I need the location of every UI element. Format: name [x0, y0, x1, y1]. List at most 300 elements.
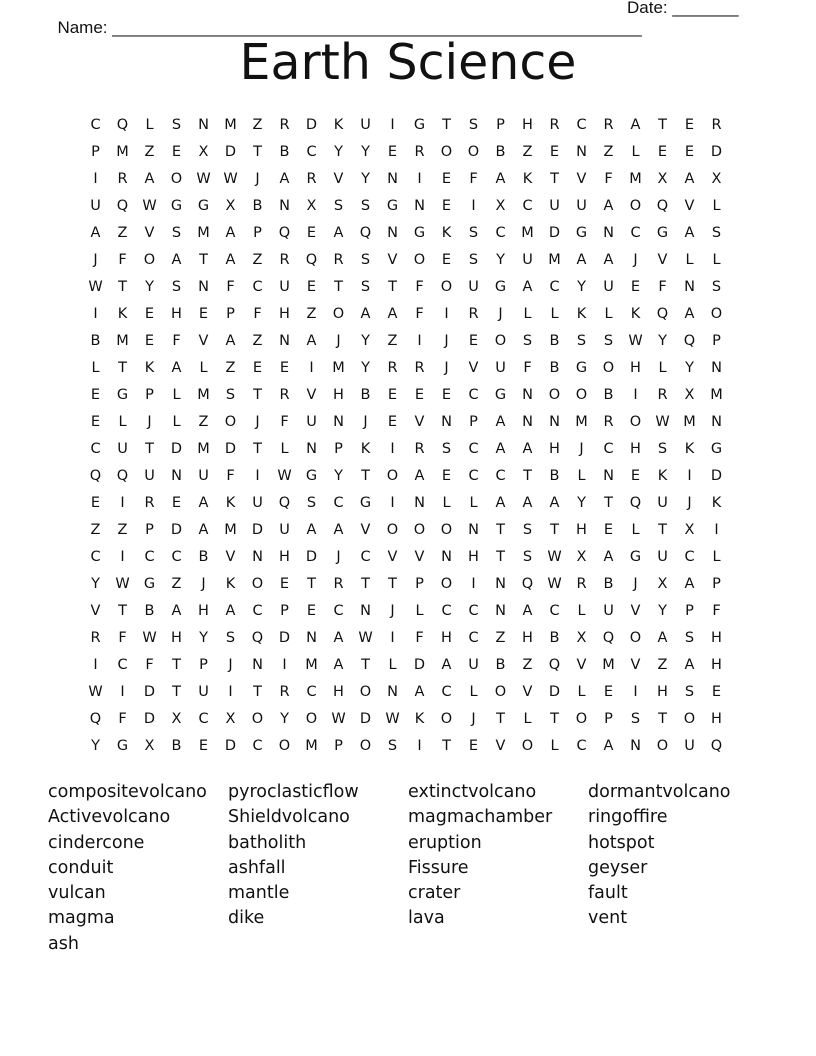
grid-letter: P [712, 332, 721, 349]
grid-letter: J [336, 332, 341, 349]
grid-letter: Y [361, 143, 370, 160]
grid-letter: R [576, 575, 587, 592]
grid-letter: A [522, 494, 533, 511]
grid-letter: A [279, 170, 290, 187]
grid-letter: A [495, 170, 506, 187]
grid-letter: C [360, 548, 371, 565]
grid-letter: T [442, 737, 451, 754]
grid-letter: D [224, 143, 237, 160]
grid-letter: J [471, 710, 476, 727]
grid-letter: E [90, 494, 101, 511]
grid-letter: E [441, 386, 452, 403]
grid-letter: G [143, 575, 156, 592]
grid-letter: H [279, 548, 290, 565]
grid-letter: A [549, 494, 560, 511]
grid-letter: L [577, 467, 586, 484]
grid-letter: Q [305, 251, 318, 268]
grid-letter: H [468, 548, 479, 565]
grid-letter: V [90, 602, 101, 619]
grid-letter: P [199, 656, 208, 673]
grid-letter: G [359, 494, 372, 511]
grid-letter: W [142, 629, 157, 646]
grid-letter: K [225, 494, 236, 511]
grid-letter: O [467, 143, 480, 160]
grid-letter: N [279, 332, 290, 349]
grid-letter: Z [198, 413, 209, 430]
grid-letter: R [117, 170, 128, 187]
grid-letter: O [710, 305, 723, 322]
grid-letter: H [711, 656, 722, 673]
grid-letter: J [255, 170, 260, 187]
grid-letter: T [550, 710, 559, 727]
grid-letter: T [253, 143, 262, 160]
grid-letter: K [144, 359, 155, 376]
grid-letter: M [197, 386, 210, 403]
grid-row [82, 408, 739, 435]
grid-letter: V [360, 521, 371, 538]
grid-letter: S [522, 548, 533, 565]
word-list-item: extinctvolcano [408, 782, 537, 802]
grid-letter: F [253, 305, 262, 322]
grid-letter: I [120, 494, 125, 511]
grid-letter: K [333, 116, 344, 133]
grid-letter: A [684, 224, 695, 241]
grid-letter: A [333, 521, 344, 538]
grid-letter: S [171, 224, 182, 241]
grid-letter: G [575, 224, 588, 241]
grid-letter: K [414, 710, 425, 727]
grid-letter: S [171, 278, 182, 295]
grid-letter: C [333, 602, 344, 619]
grid-letter: N [252, 548, 263, 565]
grid-letter: J [687, 494, 692, 511]
grid-letter: C [549, 278, 560, 295]
grid-letter: N [684, 278, 695, 295]
grid-letter: P [415, 575, 424, 592]
grid-letter: M [332, 359, 345, 376]
grid-letter: G [656, 224, 669, 241]
grid-letter: A [495, 440, 506, 457]
grid-letter: S [360, 278, 371, 295]
grid-letter: I [471, 575, 476, 592]
grid-letter: H [171, 305, 182, 322]
grid-letter: I [390, 494, 395, 511]
grid-letter: S [684, 629, 695, 646]
grid-letter: N [495, 575, 506, 592]
grid-letter: H [630, 440, 641, 457]
grid-letter: L [712, 251, 721, 268]
grid-letter: C [306, 683, 317, 700]
grid-letter: R [711, 116, 722, 133]
grid-letter: W [115, 575, 130, 592]
grid-letter: G [575, 359, 588, 376]
grid-letter: L [172, 386, 181, 403]
grid-letter: O [359, 683, 372, 700]
grid-letter: X [144, 737, 155, 754]
grid-letter: E [441, 170, 452, 187]
grid-letter: T [388, 278, 397, 295]
grid-letter: A [684, 170, 695, 187]
grid-letter: N [441, 413, 452, 430]
grid-row [82, 732, 739, 759]
grid-row [82, 381, 739, 408]
grid-letter: W [358, 629, 373, 646]
grid-letter: P [145, 386, 154, 403]
grid-letter: S [468, 116, 479, 133]
grid-letter: T [361, 656, 370, 673]
grid-letter: Q [359, 224, 372, 241]
grid-letter: N [414, 197, 425, 214]
grid-letter: E [603, 521, 614, 538]
grid-letter: Q [656, 305, 669, 322]
grid-letter: E [144, 305, 155, 322]
grid-letter: V [684, 197, 695, 214]
grid-row [82, 111, 739, 138]
grid-letter: Y [334, 143, 343, 160]
grid-letter: X [684, 521, 695, 538]
grid-letter: O [548, 386, 561, 403]
grid-letter: U [117, 440, 128, 457]
grid-letter: X [711, 170, 722, 187]
grid-letter: R [333, 251, 344, 268]
grid-letter: F [658, 278, 667, 295]
grid-letter: P [685, 602, 694, 619]
grid-letter: M [116, 332, 129, 349]
grid-letter: L [280, 440, 289, 457]
grid-letter: A [225, 251, 236, 268]
grid-letter: A [171, 251, 182, 268]
grid-letter: R [387, 359, 398, 376]
grid-letter: Q [548, 656, 561, 673]
grid-letter: O [440, 278, 453, 295]
grid-letter: D [548, 683, 561, 700]
grid-letter: E [171, 494, 182, 511]
grid-letter: W [331, 710, 346, 727]
grid-letter: P [226, 305, 235, 322]
grid-letter: H [630, 359, 641, 376]
grid-letter: I [633, 683, 638, 700]
grid-letter: L [550, 305, 559, 322]
grid-letter: A [144, 170, 155, 187]
grid-letter: Q [89, 467, 102, 484]
grid-letter: I [471, 197, 476, 214]
grid-letter: U [252, 494, 263, 511]
grid-letter: A [387, 305, 398, 322]
grid-letter: D [224, 737, 237, 754]
grid-letter: F [118, 710, 127, 727]
grid-letter: V [225, 548, 236, 565]
grid-letter: B [549, 332, 560, 349]
grid-letter: O [251, 710, 264, 727]
grid-letter: X [657, 575, 668, 592]
grid-letter: O [305, 710, 318, 727]
grid-letter: M [521, 224, 534, 241]
word-list-item: vulcan [48, 883, 106, 904]
word-list-item: batholith [228, 832, 307, 853]
grid-letter: A [198, 521, 209, 538]
grid-letter: L [388, 656, 397, 673]
letter-grid [82, 111, 739, 759]
grid-letter: Q [656, 197, 669, 214]
grid-letter: N [387, 224, 398, 241]
grid-letter: L [415, 602, 424, 619]
grid-letter: L [118, 413, 127, 430]
grid-letter: O [494, 683, 507, 700]
grid-letter: T [172, 683, 181, 700]
grid-letter: W [628, 332, 643, 349]
grid-letter: N [549, 413, 560, 430]
grid-letter: T [172, 656, 181, 673]
grid-letter: Y [361, 170, 370, 187]
grid-letter: C [576, 116, 587, 133]
grid-letter: L [631, 521, 640, 538]
grid-letter: E [198, 305, 209, 322]
grid-row [82, 327, 739, 354]
grid-letter: T [118, 359, 127, 376]
grid-letter: L [550, 737, 559, 754]
grid-letter: A [603, 737, 614, 754]
grid-letter: A [333, 629, 344, 646]
word-list-item: mantle [228, 883, 290, 904]
grid-letter: S [387, 737, 398, 754]
grid-row [82, 624, 739, 651]
grid-letter: R [414, 359, 425, 376]
grid-letter: F [118, 251, 127, 268]
grid-letter: C [306, 143, 317, 160]
grid-letter: T [658, 116, 667, 133]
grid-letter: I [714, 521, 719, 538]
grid-letter: U [90, 197, 101, 214]
grid-letter: T [361, 467, 370, 484]
grid-letter: V [468, 359, 479, 376]
grid-letter: S [468, 224, 479, 241]
grid-letter: I [417, 332, 422, 349]
grid-letter: F [226, 467, 235, 484]
grid-letter: I [417, 737, 422, 754]
grid-letter: C [90, 548, 101, 565]
grid-letter: N [468, 521, 479, 538]
name-label: Name: ________________________________________________________ [57, 18, 642, 37]
grid-letter: O [575, 710, 588, 727]
grid-row [82, 435, 739, 462]
grid-letter: C [441, 683, 452, 700]
grid-letter: W [142, 197, 157, 214]
grid-letter: T [496, 521, 505, 538]
grid-letter: C [441, 602, 452, 619]
grid-row [82, 165, 739, 192]
grid-letter: Z [603, 143, 614, 160]
grid-letter: W [547, 548, 562, 565]
grid-letter: F [469, 170, 478, 187]
grid-letter: V [522, 683, 533, 700]
grid-letter: C [90, 440, 101, 457]
grid-letter: G [386, 197, 399, 214]
grid-letter: N [711, 359, 722, 376]
grid-letter: L [685, 251, 694, 268]
grid-letter: G [710, 440, 723, 457]
grid-letter: E [684, 116, 695, 133]
grid-letter: I [687, 467, 692, 484]
grid-letter: T [496, 548, 505, 565]
grid-letter: N [387, 683, 398, 700]
grid-letter: E [90, 413, 101, 430]
grid-letter: O [575, 386, 588, 403]
grid-letter: H [441, 629, 452, 646]
grid-letter: T [658, 710, 667, 727]
grid-letter: C [684, 548, 695, 565]
grid-letter: E [306, 224, 317, 241]
grid-letter: S [630, 710, 641, 727]
grid-letter: E [603, 683, 614, 700]
grid-letter: A [360, 305, 371, 322]
grid-letter: U [495, 359, 506, 376]
grid-letter: U [306, 413, 317, 430]
grid-letter: H [333, 683, 344, 700]
grid-letter: G [170, 197, 183, 214]
grid-letter: E [414, 386, 425, 403]
grid-letter: D [413, 656, 426, 673]
grid-letter: A [171, 359, 182, 376]
grid-letter: D [143, 710, 156, 727]
grid-letter: Y [199, 629, 208, 646]
grid-letter: S [711, 278, 722, 295]
grid-letter: L [523, 710, 532, 727]
grid-letter: Q [89, 710, 102, 727]
grid-letter: O [656, 737, 669, 754]
grid-letter: I [390, 440, 395, 457]
grid-letter: I [444, 305, 449, 322]
grid-letter: U [522, 251, 533, 268]
grid-letter: V [414, 413, 425, 430]
grid-letter: A [495, 413, 506, 430]
grid-letter: N [630, 737, 641, 754]
grid-letter: U [360, 116, 371, 133]
grid-letter: X [684, 386, 695, 403]
grid-letter: G [494, 386, 507, 403]
grid-row [82, 705, 739, 732]
grid-letter: B [549, 629, 560, 646]
grid-letter: V [630, 602, 641, 619]
grid-letter: N [603, 224, 614, 241]
grid-letter: L [712, 548, 721, 565]
grid-letter: K [225, 575, 236, 592]
word-list-item: pyroclasticflow [228, 782, 359, 802]
grid-letter: E [441, 197, 452, 214]
word-list-item: fault [588, 883, 628, 904]
grid-letter: N [495, 602, 506, 619]
grid-letter: B [495, 143, 506, 160]
grid-letter: V [333, 170, 344, 187]
grid-letter: N [414, 494, 425, 511]
grid-letter: V [414, 548, 425, 565]
grid-letter: B [144, 602, 155, 619]
grid-letter: D [170, 521, 183, 538]
grid-letter: C [252, 737, 263, 754]
grid-letter: N [522, 386, 533, 403]
grid-letter: L [712, 197, 721, 214]
grid-letter: C [144, 548, 155, 565]
grid-letter: F [226, 278, 235, 295]
grid-letter: G [494, 278, 507, 295]
grid-letter: E [468, 737, 479, 754]
grid-letter: Z [306, 305, 317, 322]
grid-letter: X [576, 548, 587, 565]
grid-letter: M [629, 170, 642, 187]
grid-letter: C [468, 629, 479, 646]
grid-letter: I [633, 386, 638, 403]
grid-letter: K [684, 440, 695, 457]
grid-row [82, 300, 739, 327]
grid-letter: C [333, 494, 344, 511]
grid-letter: I [93, 305, 98, 322]
word-list-item: magma [48, 908, 115, 929]
grid-letter: E [387, 386, 398, 403]
grid-letter: C [522, 197, 533, 214]
grid-letter: K [441, 224, 452, 241]
grid-letter: L [577, 602, 586, 619]
grid-letter: H [522, 629, 533, 646]
grid-letter: X [657, 170, 668, 187]
grid-letter: Q [602, 629, 615, 646]
grid-letter: U [144, 467, 155, 484]
word-list-item: ashfall [228, 857, 286, 878]
grid-letter: S [657, 440, 668, 457]
grid-letter: V [144, 224, 155, 241]
grid-letter: J [147, 413, 152, 430]
grid-letter: N [387, 170, 398, 187]
grid-letter: Z [117, 224, 128, 241]
grid-letter: Q [116, 116, 129, 133]
grid-letter: C [198, 710, 209, 727]
grid-letter: S [225, 629, 236, 646]
grid-letter: K [117, 305, 128, 322]
grid-letter: S [306, 494, 317, 511]
grid-letter: X [576, 629, 587, 646]
grid-letter: D [170, 440, 183, 457]
grid-letter: U [657, 548, 668, 565]
grid-letter: T [550, 521, 559, 538]
grid-letter: K [657, 467, 668, 484]
grid-letter: C [117, 656, 128, 673]
grid-letter: O [494, 332, 507, 349]
grid-letter: I [282, 656, 287, 673]
grid-letter: Z [117, 521, 128, 538]
grid-letter: Q [683, 332, 696, 349]
grid-row [82, 138, 739, 165]
grid-letter: K [630, 305, 641, 322]
grid-letter: T [334, 278, 343, 295]
grid-letter: W [196, 170, 211, 187]
grid-letter: Y [685, 359, 694, 376]
grid-letter: A [90, 224, 101, 241]
grid-letter: L [172, 413, 181, 430]
grid-letter: L [658, 359, 667, 376]
grid-letter: R [279, 116, 290, 133]
grid-letter: M [224, 521, 237, 538]
grid-letter: L [469, 494, 478, 511]
grid-letter: A [171, 602, 182, 619]
grid-letter: S [711, 224, 722, 241]
grid-letter: T [307, 575, 316, 592]
grid-letter: A [333, 224, 344, 241]
grid-letter: C [468, 602, 479, 619]
word-list-item: Activevolcano [48, 807, 171, 828]
grid-letter: L [523, 305, 532, 322]
grid-letter: B [198, 548, 209, 565]
grid-letter: T [118, 602, 127, 619]
grid-letter: A [495, 494, 506, 511]
grid-letter: O [440, 710, 453, 727]
